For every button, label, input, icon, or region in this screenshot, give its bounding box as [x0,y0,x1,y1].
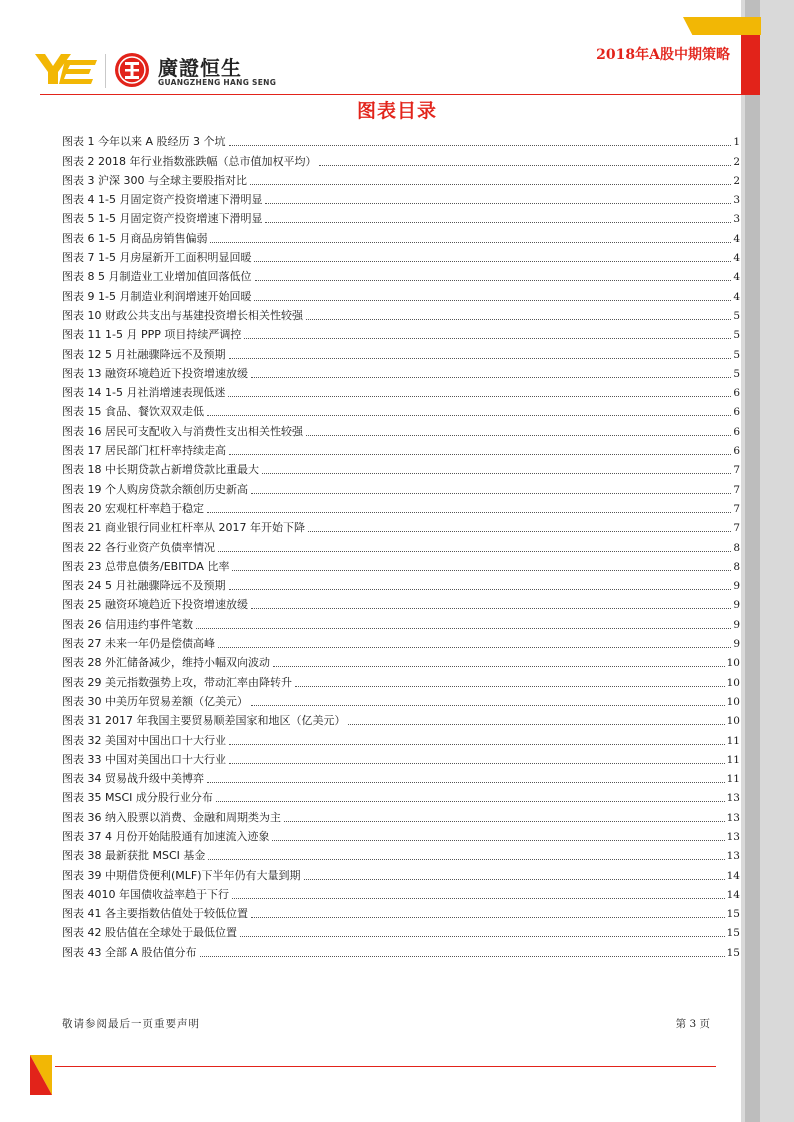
footer-page-number: 第 3 页 [675,1018,710,1030]
toc-dot-leader [308,531,731,532]
toc-dot-leader [295,686,725,687]
toc-dot-leader [210,242,731,243]
toc-dot-leader [304,879,725,880]
footer-divider [55,1066,716,1067]
toc-entry-label: 图表 34 贸易战升级中美博弈 [62,772,204,786]
toc-entry-page: 9 [733,638,740,651]
toc-dot-leader [218,647,731,648]
toc-entry-label: 图表 8 5 月制造业工业增加值回落低位 [62,270,252,284]
toc-entry-page: 7 [733,483,740,496]
toc-entry-label: 图表 32 美国对中国出口十大行业 [62,733,226,747]
toc-entry-label: 图表 20 宏观杠杆率趋于稳定 [62,501,204,515]
toc-entry-page: 4 [733,232,740,245]
toc-entry-page: 14 [726,869,740,882]
toc-entry-label: 图表 35 MSCI 成分股行业分布 [62,791,213,805]
toc-entry[interactable] [62,728,740,747]
toc-entry-label: 图表 42 股估值在全球处于最低位置 [62,926,237,940]
toc-dot-leader [240,936,725,937]
toc-entry[interactable] [62,149,740,168]
toc-entry-label: 图表 17 居民部门杠杆率持续走高 [62,444,226,458]
toc-entry[interactable] [62,226,740,245]
toc-entry[interactable] [62,284,740,303]
toc-entry-page: 13 [726,850,740,863]
toc-entry[interactable] [62,381,740,400]
toc-entry-page: 11 [726,734,740,747]
toc-dot-leader [272,840,724,841]
toc-dot-leader [229,358,732,359]
toc-entry[interactable] [62,632,740,651]
toc-dot-leader [207,512,731,513]
toc-entry-page: 1 [733,136,740,149]
toc-entry[interactable] [62,555,740,574]
company-seal-icon [114,52,150,88]
toc-entry-page: 5 [733,367,740,380]
toc-dot-leader [306,319,731,320]
toc-dot-leader [251,493,731,494]
toc-entry-page: 3 [733,194,740,207]
toc-entry-label: 图表 30 中美历年贸易差额（亿美元） [62,694,248,708]
toc-entry[interactable] [62,188,740,207]
toc-entry[interactable] [62,265,740,284]
toc-entry[interactable] [62,207,740,226]
toc-entry-page: 9 [733,618,740,631]
toc-entry-page: 11 [726,753,740,766]
toc-entry-label: 图表 43 全部 A 股估值分布 [62,945,197,959]
toc-dot-leader [262,473,731,474]
toc-dot-leader [218,551,731,552]
toc-dot-leader [306,435,731,436]
toc-dot-leader [251,917,725,918]
toc-dot-leader [265,203,731,204]
toc-entry-page: 5 [733,309,740,322]
toc-entry-page: 4 [733,271,740,284]
toc-entry-label: 图表 1 今年以来 A 股经历 3 个坑 [62,135,226,149]
toc-entry[interactable] [62,400,740,419]
toc-dot-leader [208,859,724,860]
toc-entry-label: 图表 15 食品、餐饮双双走低 [62,405,204,419]
toc-dot-leader [254,261,731,262]
toc-entry-page: 6 [733,387,740,400]
toc-entry-page: 5 [733,348,740,361]
toc-entry-label: 图表 33 中国对美国出口十大行业 [62,752,226,766]
toc-entry-page: 3 [733,213,740,226]
toc-dot-leader [254,300,731,301]
toc-entry-label: 图表 18 中长期贷款占新增贷款比重最大 [62,463,259,477]
toc-entry-page: 13 [726,792,740,805]
toc-dot-leader [229,454,731,455]
toc-dot-leader [200,956,725,957]
toc-dot-leader [229,589,732,590]
logo-divider [105,54,106,88]
toc-entry[interactable] [62,516,740,535]
toc-entry[interactable] [62,612,740,631]
toc-entry-label: 图表 37 4 月份开始陆股通有加速流入迹象 [62,829,270,843]
toc-dot-leader [348,724,724,725]
toc-entry-label: 图表 38 最新获批 MSCI 基金 [62,849,206,863]
toc-entry[interactable] [62,169,740,188]
toc-entry-label: 图表 29 美元指数强势上攻，带动汇率由降转升 [62,675,292,689]
toc-entry-page: 11 [726,773,740,786]
toc-entry-label: 图表 13 融资环境趋近下投资增速放缓 [62,366,248,380]
toc-entry[interactable] [62,342,740,361]
toc-entry-page: 7 [733,502,740,515]
toc-entry-page: 9 [733,580,740,593]
toc-entry[interactable] [62,786,740,805]
toc-entry[interactable] [62,805,740,824]
report-title: 2018年A股中期策略 [596,47,730,63]
toc-entry-label: 图表 21 商业银行同业杠杆率从 2017 年开始下降 [62,521,305,535]
toc-dot-leader [232,570,731,571]
toc-dot-leader [265,222,731,223]
toc-dot-leader [255,280,732,281]
toc-entry-label: 图表 4010 年国债收益率趋于下行 [62,887,229,901]
toc-entry-label: 图表 3 沪深 300 与全球主要股指对比 [62,173,247,187]
toc-entry-page: 14 [726,888,740,901]
toc-entry[interactable] [62,844,740,863]
right-margin-inner-strip [745,0,760,1122]
toc-entry[interactable] [62,323,740,342]
right-red-marker [741,33,760,95]
toc-entry[interactable] [62,535,740,554]
toc-entry-page: 7 [733,464,740,477]
toc-dot-leader [251,608,731,609]
logo-company-name-en: GUANGZHENG HANG SENG [158,78,277,87]
toc-list [62,130,740,960]
toc-entry-page: 4 [733,290,740,303]
toc-entry-page: 13 [726,811,740,824]
toc-dot-leader [232,898,725,899]
toc-dot-leader [244,338,731,339]
toc-entry[interactable] [62,439,740,458]
toc-entry[interactable] [62,246,740,265]
header-divider [40,94,741,95]
toc-entry[interactable] [62,921,740,940]
toc-entry-page: 6 [733,425,740,438]
toc-entry[interactable] [62,748,740,767]
toc-entry-label: 图表 11 1-5 月 PPP 项目持续严调控 [62,328,242,342]
toc-entry[interactable] [62,902,740,921]
toc-entry[interactable] [62,477,740,496]
toc-entry-label: 图表 16 居民可支配收入与消费性支出相关性较强 [62,424,303,438]
toc-dot-leader [196,628,731,629]
toc-entry-page: 6 [733,406,740,419]
toc-entry-page: 15 [726,946,740,959]
toc-entry-label: 图表 39 中期借贷便利(MLF)下半年仍有大量到期 [62,868,301,882]
toc-entry-page: 10 [726,676,740,689]
logo-company-name: 廣證恒生 [158,56,242,80]
toc-entry[interactable] [62,883,740,902]
corner-yellow-tab [683,17,761,35]
toc-entry[interactable] [62,497,740,516]
toc-entry-label: 图表 19 个人购房贷款余额创历史新高 [62,482,248,496]
toc-entry[interactable] [62,574,740,593]
toc-entry-label: 图表 31 2017 年我国主要贸易顺差国家和地区（亿美元） [62,714,346,728]
toc-entry[interactable] [62,709,740,728]
toc-entry-page: 7 [733,522,740,535]
toc-dot-leader [207,782,725,783]
toc-entry-page: 2 [733,155,740,168]
toc-entry-label: 图表 24 5 月社融骤降远不及预期 [62,579,226,593]
toc-entry[interactable] [62,130,740,149]
toc-entry-page: 15 [726,927,740,940]
toc-entry[interactable] [62,940,740,959]
toc-entry-label: 图表 14 1-5 月社消增速表现低迷 [62,386,226,400]
ye-logo-icon [35,52,99,86]
toc-entry-label: 图表 26 信用违约事件笔数 [62,617,193,631]
toc-entry-label: 图表 41 各主要指数估值处于较低位置 [62,907,248,921]
toc-entry[interactable] [62,863,740,882]
toc-dot-leader [273,666,725,667]
toc-entry-page: 15 [726,908,740,921]
toc-entry-label: 图表 6 1-5 月商品房销售偏弱 [62,231,208,245]
toc-entry[interactable] [62,825,740,844]
toc-dot-leader [228,396,731,397]
toc-entry-label: 图表 36 纳入股票以消费、金融和周期类为主 [62,810,281,824]
toc-dot-leader [319,165,731,166]
toc-entry-label: 图表 12 5 月社融骤降远不及预期 [62,347,226,361]
toc-entry-label: 图表 28 外汇储备减少，维持小幅双向波动 [62,656,270,670]
toc-entry-page: 10 [726,695,740,708]
toc-dot-leader [229,763,725,764]
toc-entry-label: 图表 4 1-5 月固定资产投资增速下滑明显 [62,193,263,207]
toc-entry-page: 8 [733,560,740,573]
toc-entry[interactable] [62,419,740,438]
toc-entry-label: 图表 5 1-5 月固定资产投资增速下滑明显 [62,212,263,226]
toc-entry-label: 图表 2 2018 年行业指数涨跌幅（总市值加权平均） [62,154,317,168]
toc-entry-page: 2 [733,174,740,187]
toc-dot-leader [251,705,725,706]
toc-entry[interactable] [62,651,740,670]
toc-entry[interactable] [62,304,740,323]
toc-title: 图表目录 [356,100,437,122]
footer-triangle-icon [30,1055,52,1095]
toc-entry[interactable] [62,767,740,786]
toc-entry-page: 5 [733,329,740,342]
toc-entry-label: 图表 10 财政公共支出与基建投资增长相关性较强 [62,308,303,322]
toc-dot-leader [229,145,732,146]
toc-entry-label: 图表 25 融资环境趋近下投资增速放缓 [62,598,248,612]
toc-entry-page: 9 [733,599,740,612]
toc-dot-leader [284,821,725,822]
toc-entry-label: 图表 27 未来一年仍是偿债高峰 [62,637,215,651]
toc-dot-leader [207,415,731,416]
toc-entry[interactable] [62,670,740,689]
toc-entry-label: 图表 22 各行业资产负债率情况 [62,540,215,554]
toc-entry-page: 8 [733,541,740,554]
toc-entry-page: 10 [726,715,740,728]
toc-entry[interactable] [62,362,740,381]
toc-entry[interactable] [62,458,740,477]
toc-entry-label: 图表 9 1-5 月制造业利润增速开始回暖 [62,289,252,303]
toc-entry[interactable] [62,593,740,612]
footer-disclaimer: 敬请参阅最后一页重要声明 [62,1018,200,1030]
toc-dot-leader [216,801,725,802]
toc-dot-leader [250,184,731,185]
toc-entry-page: 6 [733,445,740,458]
toc-dot-leader [251,377,731,378]
toc-entry-page: 13 [726,830,740,843]
toc-dot-leader [229,744,725,745]
toc-entry-label: 图表 23 总带息债务/EBITDA 比率 [62,559,230,573]
toc-entry-label: 图表 7 1-5 月房屋新开工面积明显回暖 [62,251,252,265]
toc-entry[interactable] [62,690,740,709]
toc-entry-page: 10 [726,657,740,670]
toc-entry-page: 4 [733,252,740,265]
